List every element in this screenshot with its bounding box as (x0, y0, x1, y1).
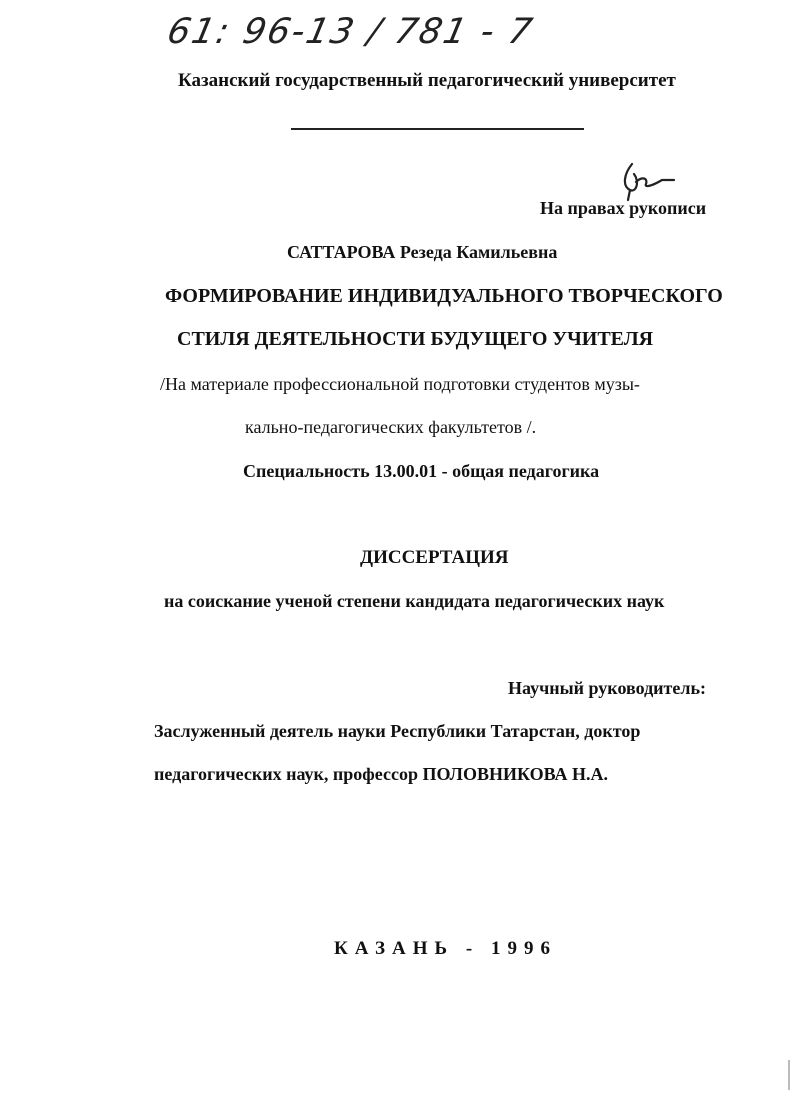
title-line-2: СТИЛЯ ДЕЯТЕЛЬНОСТИ БУДУЩЕГО УЧИТЕЛЯ (177, 328, 654, 350)
supervisor-label: Научный руководитель: (508, 678, 706, 698)
supervisor-line-2: педагогических наук, профессор ПОЛОВНИКОВА Н.А. (154, 764, 608, 784)
signature-mark (618, 160, 680, 202)
supervisor-line-1: Заслуженный деятель науки Республики Татарстан, доктор (154, 721, 641, 741)
university-name: Казанский государственный педагогический университет (178, 70, 676, 91)
title-line-1: ФОРМИРОВАНИЕ ИНДИВИДУАЛЬНОГО ТВОРЧЕСКОГО (165, 285, 723, 307)
subtitle-line-2: кально-педагогических факультетов /. (245, 417, 537, 437)
divider-line (291, 128, 584, 130)
specialty: Специальность 13.00.01 - общая педагогика (243, 461, 600, 481)
city-year: КАЗАНЬ - 1996 (334, 938, 557, 959)
manuscript-rights: На правах рукописи (540, 198, 707, 218)
author-name: САТТАРОВА Резеда Камильевна (287, 242, 558, 262)
scan-edge-mark (788, 1060, 790, 1090)
archive-number-handwritten: 61: 96-13 / 781 - 7 (163, 12, 538, 52)
document-type: ДИССЕРТАЦИЯ (360, 547, 509, 568)
degree-sought: на соискание ученой степени кандидата педагогических наук (164, 591, 665, 611)
subtitle-line-1: /На материале профессиональной подготовки студентов музы- (160, 374, 640, 394)
